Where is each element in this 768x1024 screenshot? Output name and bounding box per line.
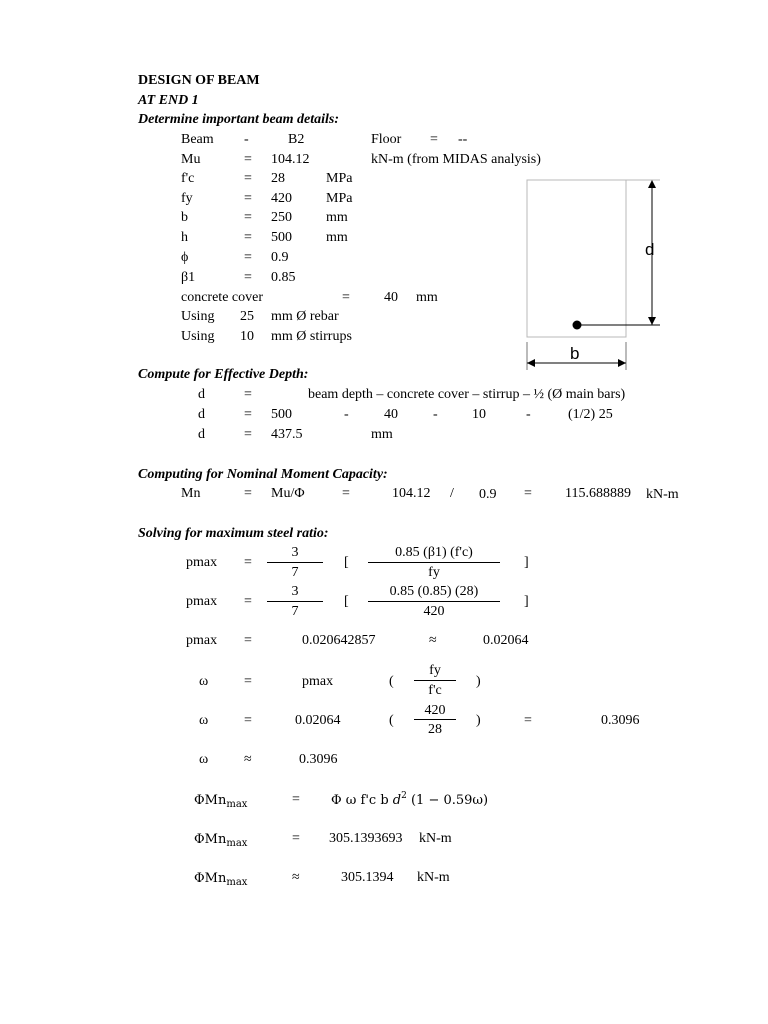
var-omega: ω [199, 713, 209, 728]
eq-sign: = [244, 594, 252, 609]
stirrup-label: Using [181, 329, 215, 344]
detail-op: = [244, 270, 252, 285]
mn-mu: 104.12 [392, 486, 431, 501]
detail-unit-fc: MPa [326, 171, 353, 186]
detail-value-fc: 28 [271, 171, 285, 186]
depth-arrow-down-icon [648, 317, 656, 325]
minus-sign: - [526, 407, 531, 422]
mn-result: 115.688889 [565, 486, 631, 501]
detail-label-b: b [181, 210, 188, 225]
floor-label: Floor [371, 132, 402, 147]
detail-unit-fy: MPa [326, 191, 353, 206]
beam-section-svg [520, 172, 670, 372]
detail-op: = [244, 230, 252, 245]
omega-pmax: pmax [302, 674, 334, 689]
detail-value-phi: 0.9 [271, 250, 289, 265]
detail-label-h: h [181, 230, 188, 245]
effective-depth-formula: beam depth – concrete cover – stirrup – ½ (Ø main bars) [308, 387, 626, 402]
detail-unit-h: mm [326, 230, 348, 245]
omega-result: 0.3096 [601, 713, 640, 728]
rebar-dot [573, 321, 582, 330]
detail-label-fy: fy [181, 191, 193, 206]
pmax-rounded: 0.02064 [483, 633, 529, 648]
detail-label-beam: Beam [181, 132, 214, 147]
pmax-value: 0.020642857 [302, 633, 376, 648]
minus-sign: - [344, 407, 349, 422]
inner-numerator: 0.85 (β1) (f'c) [395, 545, 473, 560]
var-d: d [198, 427, 205, 442]
fraction-denominator: 28 [428, 722, 442, 737]
cover-value: 40 [384, 290, 398, 305]
inner-denominator: 420 [423, 604, 445, 619]
left-bracket: [ [344, 555, 349, 570]
fraction-numerator: 3 [291, 545, 299, 560]
right-paren: ) [476, 674, 481, 689]
approx-sign: ≈ [244, 752, 252, 767]
eq-sign: = [524, 486, 532, 501]
eq-sign: = [244, 486, 252, 501]
fraction-numerator: 420 [424, 703, 446, 718]
detail-value-fy: 420 [271, 191, 292, 206]
section-beam-details: Determine important beam details: [138, 112, 340, 127]
left-paren: ( [389, 713, 394, 728]
fraction-numerator: fy [429, 663, 441, 678]
omega-rounded: 0.3096 [299, 752, 338, 767]
mn-phi: 0.9 [479, 487, 497, 502]
floor-value: -- [458, 132, 468, 147]
detail-label-beta1: β1 [181, 270, 196, 285]
section-steel-ratio: Solving for maximum steel ratio: [138, 526, 329, 541]
depth-cover: 40 [384, 407, 398, 422]
var-pmax: pmax [186, 555, 218, 570]
approx-sign: ≈ [292, 870, 300, 885]
page-title: DESIGN OF BEAM [138, 73, 260, 88]
detail-op: = [244, 191, 252, 206]
cover-unit: mm [416, 290, 438, 305]
beam-outline [527, 180, 626, 337]
var-d: d [198, 387, 205, 402]
eq-sign: = [292, 792, 300, 807]
effective-depth-result: 437.5 [271, 427, 303, 442]
var-d: d [198, 407, 205, 422]
detail-label-fc: f'c [181, 171, 195, 186]
detail-value-beta1: 0.85 [271, 270, 296, 285]
fraction-bar [414, 680, 456, 681]
right-bracket: ] [524, 555, 529, 570]
effective-depth-unit: mm [371, 427, 393, 442]
location-subtitle: AT END 1 [138, 93, 199, 108]
rebar-desc: mm Ø rebar [271, 309, 339, 324]
stirrup-desc: mm Ø stirrups [271, 329, 352, 344]
detail-value-b: 250 [271, 210, 292, 225]
fraction-denominator: 7 [291, 565, 299, 580]
inner-numerator: 0.85 (0.85) (28) [389, 584, 479, 599]
depth-arrow-up-icon [648, 180, 656, 188]
section-effective-depth: Compute for Effective Depth: [138, 367, 309, 382]
mn-formula: Mu/Φ [271, 486, 305, 501]
moment-rounded: 305.1394 [341, 870, 394, 885]
approx-sign: ≈ [429, 633, 437, 648]
left-paren: ( [389, 674, 394, 689]
detail-op: = [244, 210, 252, 225]
eq-sign: = [244, 407, 252, 422]
fraction-bar [267, 562, 323, 563]
beam-section-diagram [520, 172, 670, 372]
eq-sign: = [244, 427, 252, 442]
var-omega: ω [199, 752, 209, 767]
fraction-bar [267, 601, 323, 602]
eq-sign: = [342, 486, 350, 501]
var-phi-mn-max: ΦMn$_{max}$ [194, 871, 248, 888]
var-pmax: pmax [186, 633, 218, 648]
width-arrow-left-icon [527, 359, 535, 367]
floor-op: = [430, 132, 438, 147]
detail-label-mu: Mu [181, 152, 201, 167]
detail-op: = [244, 250, 252, 265]
eq-sign: = [244, 387, 252, 402]
section-nominal-moment: Computing for Nominal Moment Capacity: [138, 467, 388, 482]
fraction-numerator: 3 [291, 584, 299, 599]
eq-sign: = [244, 713, 252, 728]
right-bracket: ] [524, 594, 529, 609]
right-paren: ) [476, 713, 481, 728]
fraction-bar [368, 562, 500, 563]
var-pmax: pmax [186, 594, 218, 609]
width-label: b [570, 344, 580, 363]
fraction-denominator: 7 [291, 604, 299, 619]
depth-h: 500 [271, 407, 292, 422]
fraction-denominator: f'c [428, 683, 442, 698]
fraction-bar [368, 601, 500, 602]
detail-label-phi: ϕ [181, 250, 189, 265]
eq-sign: = [524, 713, 532, 728]
detail-op: = [244, 152, 252, 167]
depth-label: d [645, 240, 655, 259]
depth-stirrup: 10 [472, 407, 486, 422]
var-mn: Mn [181, 486, 201, 501]
depth-half-bar: (1/2) 25 [568, 407, 613, 422]
eq-sign: = [292, 831, 300, 846]
eq-sign: = [244, 674, 252, 689]
var-phi-mn-max: ΦMn$_{max}$ [194, 832, 248, 849]
var-phi-mn-max: ΦMn$_{max}$ [194, 793, 248, 810]
detail-op: = [244, 171, 252, 186]
detail-unit-b: mm [326, 210, 348, 225]
inner-denominator: fy [428, 565, 440, 580]
eq-sign: = [244, 555, 252, 570]
mu-unit: kN-m (from MIDAS analysis) [371, 152, 541, 167]
rebar-size: 25 [240, 309, 254, 324]
rebar-label: Using [181, 309, 215, 324]
minus-sign: - [433, 407, 438, 422]
moment-unit: kN-m [419, 831, 452, 846]
omega-pmax-value: 0.02064 [295, 713, 341, 728]
divide-sign: / [450, 486, 454, 501]
detail-value-beam: B2 [288, 132, 305, 147]
cover-label: concrete cover [181, 290, 263, 305]
detail-op: - [244, 132, 249, 147]
detail-value-h: 500 [271, 230, 292, 245]
left-bracket: [ [344, 594, 349, 609]
fraction-bar [414, 719, 456, 720]
detail-value-mu: 104.12 [271, 152, 310, 167]
cover-op: = [342, 290, 350, 305]
var-omega: ω [199, 674, 209, 689]
moment-value: 305.1393693 [329, 831, 403, 846]
moment-formula: Φ ω f'c b $d^2$ (1 − 0.59ω) [331, 791, 489, 808]
eq-sign: = [244, 633, 252, 648]
mn-unit: kN-m [646, 487, 679, 502]
width-arrow-right-icon [618, 359, 626, 367]
moment-unit: kN-m [417, 870, 450, 885]
stirrup-size: 10 [240, 329, 254, 344]
